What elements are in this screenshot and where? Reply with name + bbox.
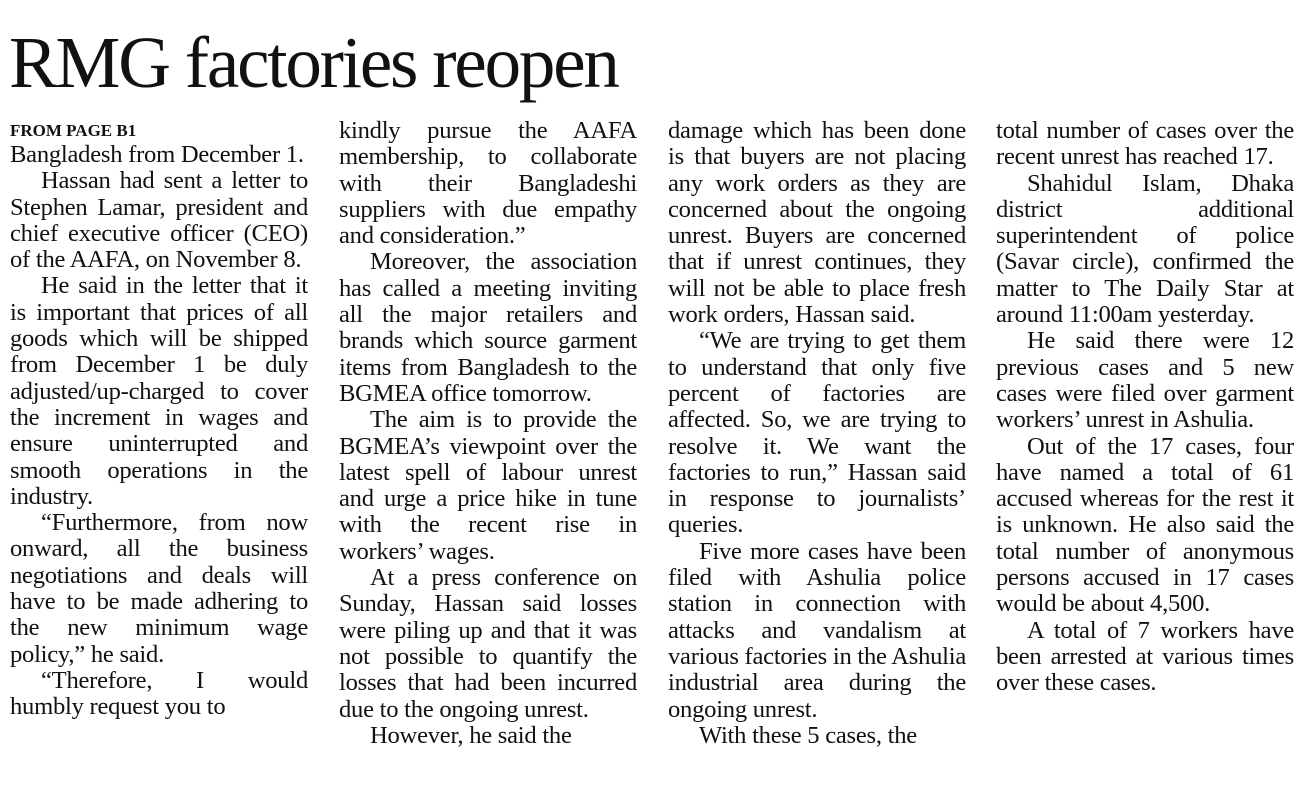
paragraph: kindly pursue the AAFA membership, to collaborate with their Bangladeshi suppliers with due empathy and consideration.”: [339, 118, 637, 250]
paragraph: The aim is to provide the BGMEA’s viewpoint over the latest spell of labour unrest and urge a price hike in tune with the recent rise in workers’ wages.: [339, 406, 637, 565]
jump-label: FROM PAGE B1: [10, 121, 137, 140]
paragraph: Bangladesh from December 1.: [10, 141, 304, 168]
paragraph: damage which has been done is that buyers are not placing any work orders as they are concerned about the ongoing unrest. Buyers are concerned that if unrest continues, they will not be able to place fresh work orders, Hassan said.: [668, 118, 966, 329]
paragraph: Shahidul Islam, Dhaka district additional superintendent of police (Savar circle), confirmed the matter to The Daily Star at around 11:00am yesterday.: [996, 169, 1294, 329]
paragraph: A total of 7 workers have been arrested at various times over these cases.: [996, 616, 1294, 697]
paragraph: With these 5 cases, the: [699, 721, 917, 749]
article-column-2: [339, 118, 637, 786]
paragraph: He said in the letter that it is important that prices of all goods which will be shipped from December 1 be duly adjusted/up-charged to cover the increment in wages and ensure uninterrupted and smooth operations in the industry.: [10, 272, 308, 510]
paragraph: However, he said the: [370, 721, 572, 749]
paragraph: “Therefore, I would humbly request you to: [10, 666, 308, 721]
headline: RMG factories reopen: [9, 22, 618, 103]
article-column-4: [996, 118, 1294, 786]
paragraph: Hassan had sent a letter to Stephen Lamar, president and chief executive officer (CEO) of the AAFA, on November 8.: [10, 167, 308, 274]
article-column-1: [10, 118, 308, 786]
paragraph: “We are trying to get them to understand that only five percent of factories are affected. So, we are trying to resolve it. We want the factories to run,” Hassan said in response to journalists’ queries.: [668, 327, 966, 539]
paragraph: “Furthermore, from now onward, all the business negotiations and deals will have to be made adhering to the new minimum wage policy,” he said.: [10, 509, 308, 668]
paragraph: Moreover, the association has called a meeting inviting all the major retailers and brands which source garment items from Bangladesh to the BGMEA office tomorrow.: [339, 248, 637, 407]
paragraph: Five more cases have been filed with Ashulia police station in connection with attacks and vandalism at various factories in the Ashulia industrial area during the ongoing unrest.: [668, 537, 966, 723]
paragraph: Out of the 17 cases, four have named a total of 61 accused whereas for the rest it is unknown. He also said the total number of anonymous persons accused in 17 cases would be about 4,500.: [996, 432, 1294, 618]
article-column-3: [668, 118, 966, 786]
paragraph: total number of cases over the recent unrest has reached 17.: [996, 118, 1294, 171]
paragraph: At a press conference on Sunday, Hassan said losses were piling up and that it was not possible to quantify the losses that had been incurred due to the ongoing unrest.: [339, 564, 637, 723]
paragraph: He said there were 12 previous cases and 5 new cases were filed over garment workers’ unrest in Ashulia.: [996, 327, 1294, 434]
